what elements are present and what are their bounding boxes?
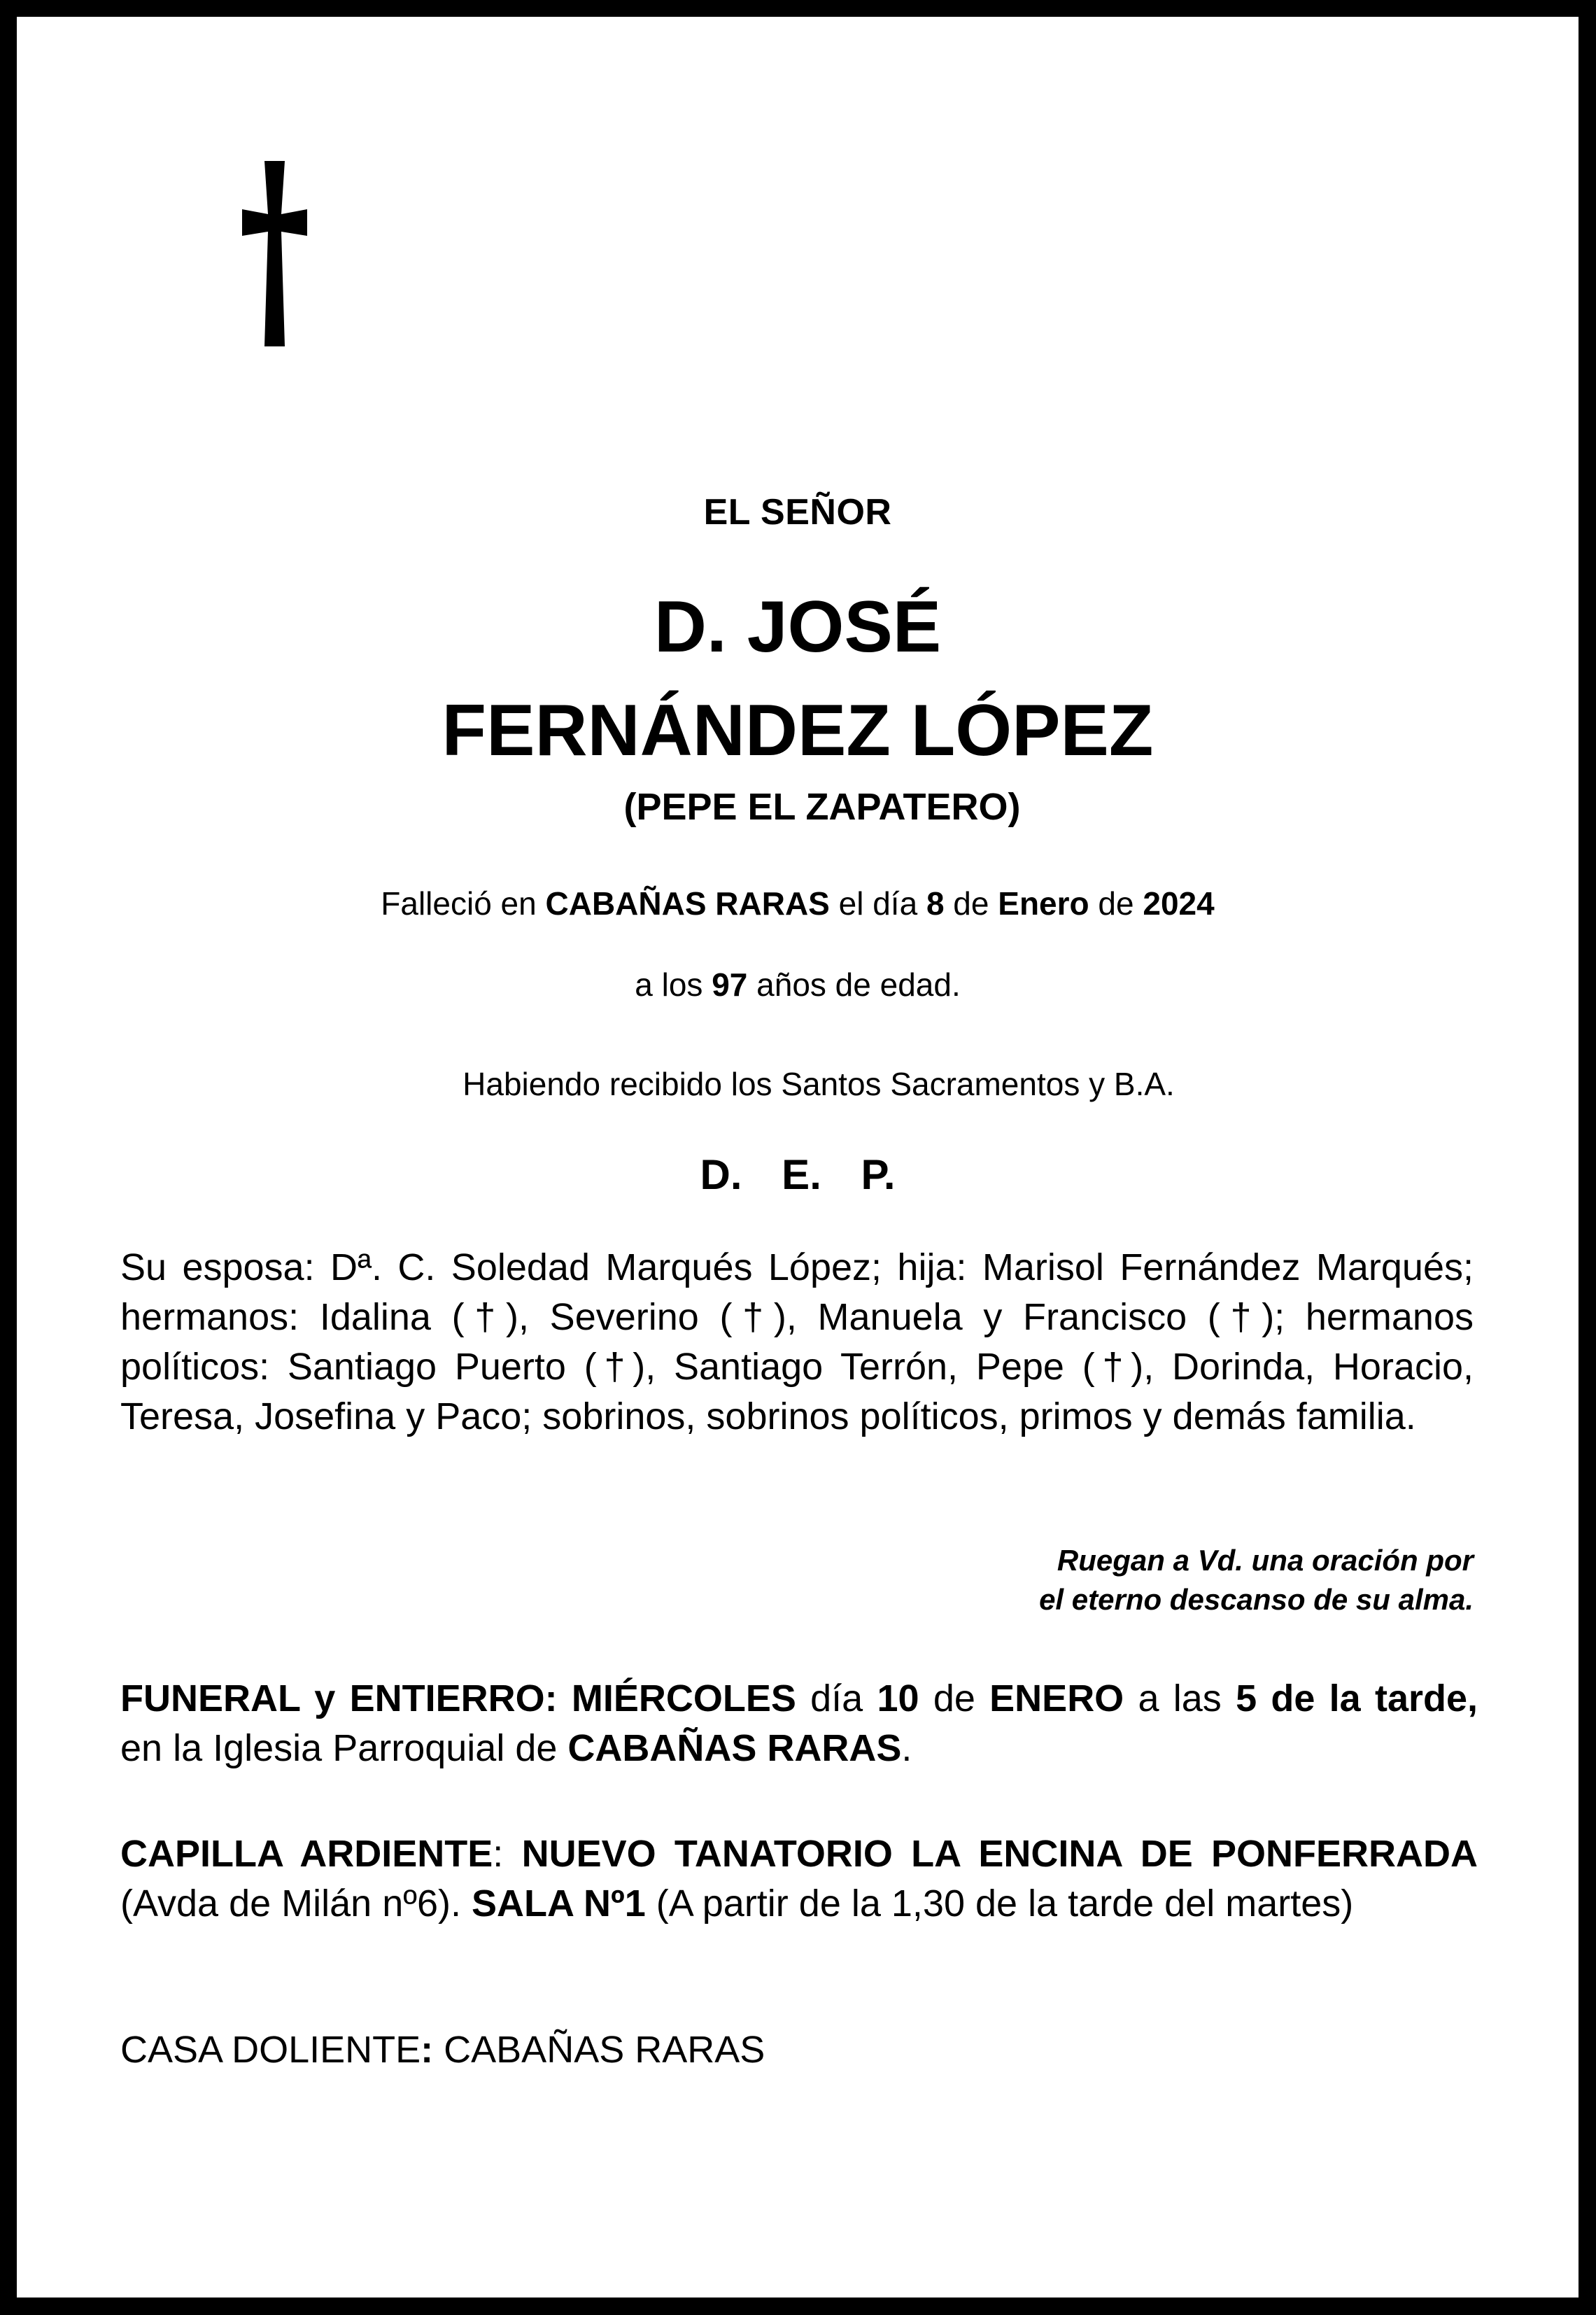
dep-abbreviation: D. E. P. <box>700 1151 896 1198</box>
deceased-name-line2: FERNÁNDEZ LÓPEZ <box>442 690 1154 771</box>
wake-label: CAPILLA ARDIENTE <box>120 1833 493 1875</box>
age-value: 97 <box>712 966 748 1003</box>
deceased-name-line1: D. JOSÉ <box>654 586 942 668</box>
family-list: Su esposa: Dª. C. Soledad Marqués López; hija: Marisol Fernández Marqués; hermanos: Idalina (†), Severino (†), Manuela y Francisco (†); hermanos políticos: Santiago Puerto (†), Santiago Terrón, Pepe (†), Dorinda, Horacio, Teresa, Josefina y Paco; sobrinos, sobrinos políticos, primos y demás familia. <box>120 1246 1474 1437</box>
latin-cross-icon <box>216 144 327 347</box>
death-statement: Falleció en CABAÑAS RARAS el día 8 de Enero de 2024 <box>381 885 1215 922</box>
prayer-request: Ruegan a Vd. una oración por el eterno descanso de su alma. <box>1039 1544 1474 1616</box>
funeral-place: CABAÑAS RARAS <box>567 1727 902 1769</box>
death-place: CABAÑAS RARAS <box>545 885 830 922</box>
honorific-title: EL SEÑOR <box>703 492 892 533</box>
mourning-house-label: CASA DOLIENTE <box>120 2029 421 2071</box>
funeral-day: 10 <box>877 1677 919 1719</box>
funeral-month: ENERO <box>989 1677 1124 1719</box>
funeral-label: FUNERAL y ENTIERRO: MIÉRCOLES <box>120 1677 796 1719</box>
deceased-nickname: (PEPE EL ZAPATERO) <box>623 786 1021 828</box>
age-statement: a los 97 años de edad. <box>635 966 961 1003</box>
mourning-house-info: CASA DOLIENTE: CABAÑAS RARAS <box>120 2029 765 2071</box>
obituary-card <box>17 17 1579 2298</box>
wake-venue: NUEVO TANATORIO LA ENCINA DE PONFERRADA <box>521 1833 1478 1875</box>
death-month: Enero <box>998 885 1089 922</box>
wake-info: CAPILLA ARDIENTE: NUEVO TANATORIO LA ENCINA DE PONFERRADA (Avda de Milán nº6). SALA Nº1 (A partir de la 1,30 de la tarde del martes) <box>120 1833 1478 1925</box>
wake-room: SALA Nº1 <box>471 1883 646 1925</box>
funeral-time: 5 de la tarde, <box>1236 1677 1478 1719</box>
mourning-house-place: CABAÑAS RARAS <box>444 2029 765 2071</box>
sacraments-statement: Habiendo recibido los Santos Sacramentos y B.A. <box>462 1066 1175 1102</box>
death-day: 8 <box>926 885 945 922</box>
funeral-info: FUNERAL y ENTIERRO: MIÉRCOLES día 10 de ENERO a las 5 de la tarde, en la Iglesia Parroquial de CABAÑAS RARAS. <box>120 1677 1478 1769</box>
death-year: 2024 <box>1143 885 1215 922</box>
